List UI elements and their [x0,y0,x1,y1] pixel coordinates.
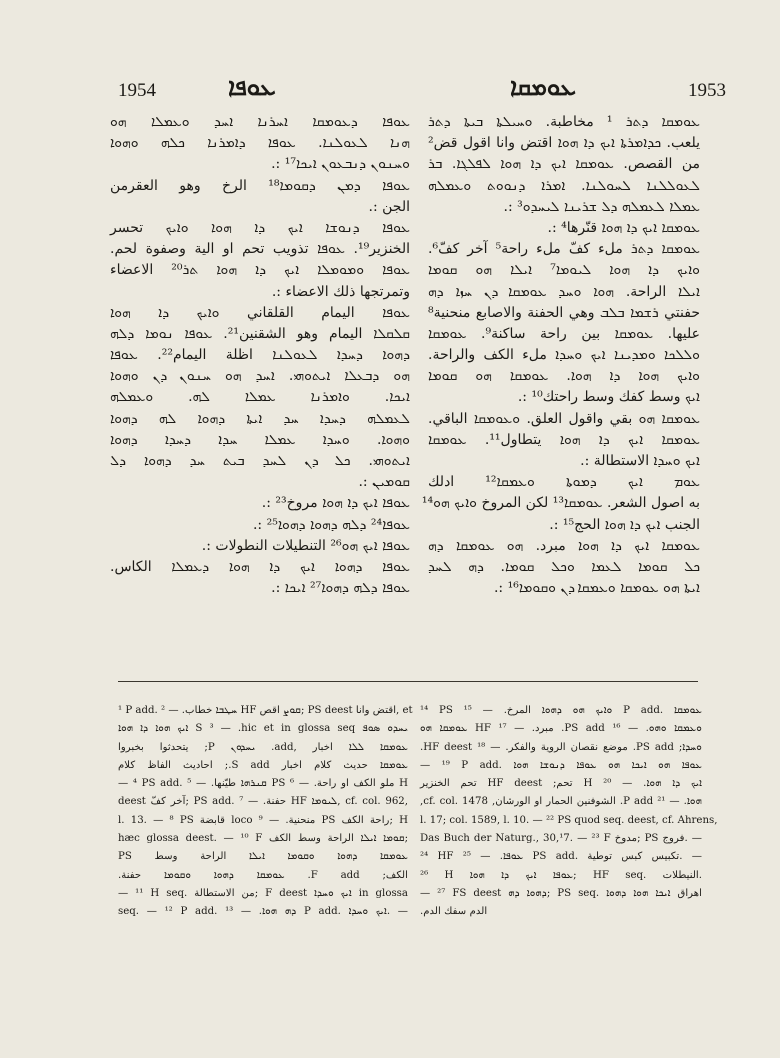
entry-line: ܩܘܡܝܢ :. [358,474,410,491]
footnote-line: ܥܘܡܩܐ ܠܠܐ اخبار ,add. ܝܚܕܘܢ P; يتحدثوا بخبروا [118,741,409,753]
footnote-line: ܗܘܐ. — ²¹ P add. الشوفنين الحمار او الورشان, cf. col. 1478, [420,796,702,808]
entry-line: ܐܝܬܐ ܗܘ ܥܘܡܩܐ ܘܥܡܩܐ ܕܢ ܘܩܘܡܐ¹⁶ :. [493,580,700,597]
footnote-line: ¹⁴ PS ܘܐܝܟ ܗܘ ܕܗܘܐ المرخ. — ¹⁵ P add. ܥܘܡܩܐ [420,705,702,716]
entry-line: ܥܘܡܩܐ ܗܘ بقي واقول العلق. ܘܥܘܡܩܐ الباقي. [428,410,700,427]
entry-line: ܐܝܬܘܗܝ. ܟܠ ܕܢ ܠܚܕ ܒܝܬ ܚܕ ܕܗܘܐ ܕܠ [110,453,410,469]
entry-line: وتمرتجها ذلك الاعضاء :. [271,283,410,300]
entry-line: ܥܘܡܩܐ ܕܬܪ ملء كفّ ملء راحة⁵ آخر كفّ⁶. [428,241,700,258]
entry-line: ܘܐܝܟ ܗܘܐ ܕܐ ܗܘܐ. ܥܘܡܩܐ ܗܘ ܩܘܡܐ [428,368,700,385]
entry-line: ܠܥܡܠܗ ܕܚܕܐ ܚܕ ܐܝܬܐ ܕܗܘܐ ܠܗ ܕܗܘܐ [110,410,410,427]
right-column [421,112,701,599]
footnote-line: — ⁴ PS add. ܩܢܪܗܐ طيّنها. — ⁵ PS ملو الكف او راحة. — ⁶ H [118,778,409,790]
entry-line: ܠܥܘܠܠܢܐ ܠܚܘܠܢܐ. ܐܡܪܐ ܕܢܘܘܬ ܘܥܡܠܗ [428,177,700,194]
footnote-line: — ²⁷ FS deest ܕܗܘܐ ܕܗ; PS seq. اهراق ܐܝܟܐ ܗܘܐ ܕܗܘܐ [420,887,702,899]
entry-line: ܘܚܢܘܢ ܕܢܒܥܘܢ ܐܝܟܐ¹⁷ :. [271,156,410,173]
entry-line: ܕܗܘܐ ܕܚܕܐ ܠܥܘܠܢܐ اظلة اليمام²². ܥܘܦܐ [110,347,410,364]
entry-line: ܩܠܩܠܐ اليمام وهو الشقنين²¹. ܥܘܦܐ ܢܘܡܐ ܕܠܗ [110,325,410,342]
entry-line: ܗܘ ܕܒܥܠܐ ܐܝܬܘܗܝ. ܐܚܕ ܗܘ ܚܢܘܢ ܕܢ ܘܗܘܐ [110,368,410,385]
entry-line: ܥܘܦܐ ܕܥܘܡܩܐ ܐܚܪܢܐ ܐܚܕ ܘܥܡܠܐ ܗܘ [110,114,410,130]
entry-line: ܥܘܦܐ ܐܝܟ ܕܐ ܗܘܐ مروخ²³ :. [261,495,410,512]
footnote-line: ²⁶ H ܥܘܦܐ ܐܝܟ ܕܐ ܗܘܐ; HF seq. النيطلات. [420,869,703,881]
entry-line: ܟܠ ܩܘܡܐ ܠܥܡܐ ܘܟܠ ܩܘܡܐ. ܕܗ ܠܚܕ [428,558,700,575]
entry-line: عليها. ܥܘܡܩܐ بين راحة ساكنة⁹. ܥܘܡܩܐ [428,325,701,342]
footnote-line: l. 13. — ⁸ PS قابضة loco منحنية. — ⁹ PS راحة الكف; H [118,814,409,826]
entry-line: الجن :. [368,198,410,215]
entry-line: من القصص. ܥܘܡܩܐ ܐܝܟ ܕܐ ܗܘܐ ܠܦܠܓܐ. ܒܪ [428,156,700,173]
footnote-line: seq. — ¹² P add. ܕܗ ܗܘܐ. — ¹³ P add. ܐܝܟ ܘܚܕܐ. — [118,906,408,918]
footnote-line: l. 17; col. 1589, l. 10. — ²² PS quod seq. deest, cf. Ahrens, [420,814,718,826]
right-page-number: 1953 [688,80,726,101]
footnote-line: الكف; F add. ܥܘܡܩܐ ܕܗܘܐ ܘܩܘܡܐ حفنة. [118,869,408,881]
entry-line: الجنب ܐܝܟ ܕܐ ܗܘܐ الحج¹⁵ :. [549,516,700,533]
footnote-line: ¹ P add. ܚܛܒܐ خطاب. — ² HF ܩܘܨ اقص; PS deest اقتض وانا, et [118,705,413,716]
entry-line: ܐܝܟܐ. ܘܐܡܪܢܐ ܥܡܠܐ ܠܗ. ܘܥܡܠܗ [110,389,410,406]
entry-line: ܐܝܟ ܘܚܕܐ الاستطالة :. [580,453,700,469]
entry-line: ܐܝܟ وسط كفك وسط راحتك¹⁰ :. [517,389,700,406]
entry-line: ܥܘܡܩܐ ܐܝܟ ܕܐ ܗܘܐ يتطاول¹¹. ܥܘܡܩܐ [428,431,700,448]
footnote-line: — ¹¹ H seq. من الاستطالة; F deest ܐܝܟ ܘܚܕܐ in glossa [118,887,408,899]
footnote-line: PS ܥܘܡܩܐ ܕܗܘܐ ܘܩܘܡܐ ܐܝܠܐ الراحة وسط [118,851,408,863]
entry-line: ܥܘܡܩܐ ܐܝܟ ܕܐ ܗܘܐ مبرد. ܗܘ ܥܘܡܩܐ ܕܗ [428,537,700,554]
entry-line: ܥܘܡܩܐ ܕܬܪ ¹ مخاطبة. ܘܚܝܠܬܐ ܒܝܬܐ ܕܬܪ [428,114,700,130]
footnote-line: Das Buch der Naturg., 30,¹7. — ²³ F مدوخ; PS فروج. — [420,833,702,845]
footnote-line: — ¹⁹ P add. ܥܘܦܐ ܗܘ ܐܝܟܐ ܗܘ ܥܘܦܐ ܕܢܘܫܐ ܗܘܐ [420,759,702,771]
entry-line: يلعب. ܟܕܐܡܪܬܐ ܐܝܟ ܕܐ ܗܘܐ اقتض وانا اقول قض² [428,135,700,152]
entry-line: ܥܘܦܐ ܐܝܟ ܗܘ²⁶ التنطيلات النطولات :. [201,537,410,554]
footnote-line: ܝܚܕܘ ܣܘܦ S ³ — .hic et in glossa seq ܐܝܟ ܗܘܐ ܕܐ ܗܘܐ [118,723,408,735]
footnote-line: الدم سفك الدم. [420,906,488,918]
footnote-line: ܥܘܡܩܐ حديث كلام اخبار S add.; احاديث الفاظ كلام [118,759,408,771]
left-column [110,112,410,599]
entry-line: حفنتي ܪܫܡܐ ܒܠܒ وهي الحفنة والاصابع منحنية⁸ [428,304,700,321]
footnote-line: ²⁴ HF ܥܘܦܐ. — ²⁵ PS add. تكبيس كبس توطية. — [420,851,702,863]
left-page-number: 1954 [118,80,156,101]
entry-line: ܘܐܝܟ ܕܐ ܗܘܐ ܠܝܘܡܐ⁷ ܐܝܠܐ ܗܘ ܩܘܡܐ [428,262,700,279]
entry-line: ܥܘܦܐ ܘܡܘܡܠܐ ܐܝܟ ܕܐ ܗܘܐ ܬܪ²⁰ الاعضاء [110,262,410,279]
entry-line: ܘܗܘܐ. ܘܚܕܐ ܥܡܠܐ ܚܕܐ ܕܚܕܐ ܕܗܘܐ [110,431,410,448]
footnote-line: ܘܚܕܐ; PS add. موضع نقصان الروية والفكر. — ¹⁸ HF deest. [420,741,702,753]
entry-line: ܥܘܦܐ ܕܢܘܫܐ ܐܝܟ ܕܐ ܗܘܐ ܘܐܝܟ تحسر [110,219,410,236]
entry-line: ܥܘܡ ܐܝܟ ܕܡܘܬܐ ܘܥܡܩܐ¹² ادلك [428,474,700,491]
right-running-head: ܥܘܡܩܐ [510,72,576,101]
entry-line: ܐܝܠܐ الراحة. ܗܘܐ ܘܚܕ ܥܘܡܩܐ ܕܢ ܚܙܐ ܕܗ [428,283,700,300]
entry-line: ܥܘܦܐ ܕܗܘܐ ܐܝܟ ܕܐ ܗܘܐ ܕܥܡܠܐ الكاس. [110,558,410,575]
entry-line: ܥܘܡܩܐ ܐܝܟ ܕܐ ܗܘܐ قنّرها⁴ :. [547,219,700,236]
footnote-line: hæc glossa deest. — ¹⁰ F ܩܘܡܐ ܐܝܠܐ الراحة وسط الكف; [118,833,408,845]
entry-line: ܥܘܦܐ²⁴ ܕܠܗ ܕܗܘܐ ܕܗܘܐ²⁵ :. [252,516,410,533]
entry-line: الخنزير¹⁹. ܥܘܦܐ تذويب تحم او الية وصفوة لحم. [110,241,410,258]
entry-line: ܥܘܦܐ ܕܡܢ ܕܩܘܡܐ¹⁸ الرخ وهو العقرمن [110,177,411,194]
footnote-line: ܐܝܟ ܕܐ ܗܘܐ. — ²⁰ H تحم; HF deest تحم الخنزير [420,778,702,790]
footnote-divider [118,681,698,682]
entry-line: ܥܘܦܐ اليمام القلقاني ܘܐܝܟ ܕܐ ܗܘܐ [110,304,410,321]
entry-line: به اصول الشعر. ܥܘܡܩܐ¹³ لكن المروخ ܘܐܝܟ ܗܘ¹⁴ [421,495,700,512]
entry-line: ܥܡܠܐ ܠܥܡܠܗ ܕܠ ܫܪܝܢܐ ܠܝܚܕܘ³ :. [503,198,700,215]
entry-line: ܘܠܠܟܐ ܘܡܕܝܢܐ ܐܝܟ ܘܚܕܐ ملء الكف والراحة. [428,347,700,364]
left-running-head: ܥܘܦܐ [228,72,276,101]
footnote-line: deest آخر كفّ; PS add. حفنة. — ⁷ HF ܠܝܘܡܐ, cf. col. 962, [118,796,409,808]
entry-line: ܥܘܦܐ ܕܠܗ ܕܗܘܐ²⁷ ܐܝܟܐ :. [271,580,410,597]
footnotes-right [420,702,718,922]
footnotes-left [118,702,413,922]
entry-line: ܗܢܐ ܠܥܘܠܢܐ. ܥܘܦܐ ܕܐܡܪܢܐ ܟܠܗ ܘܗܘܐ [110,135,410,152]
footnote-line: ܘܥܡܩܐ ܘܗܘ. — ¹⁶ PS add. مبرد. — ¹⁷ HF ܥܘܡܩܐ ܗܘ [420,723,702,735]
